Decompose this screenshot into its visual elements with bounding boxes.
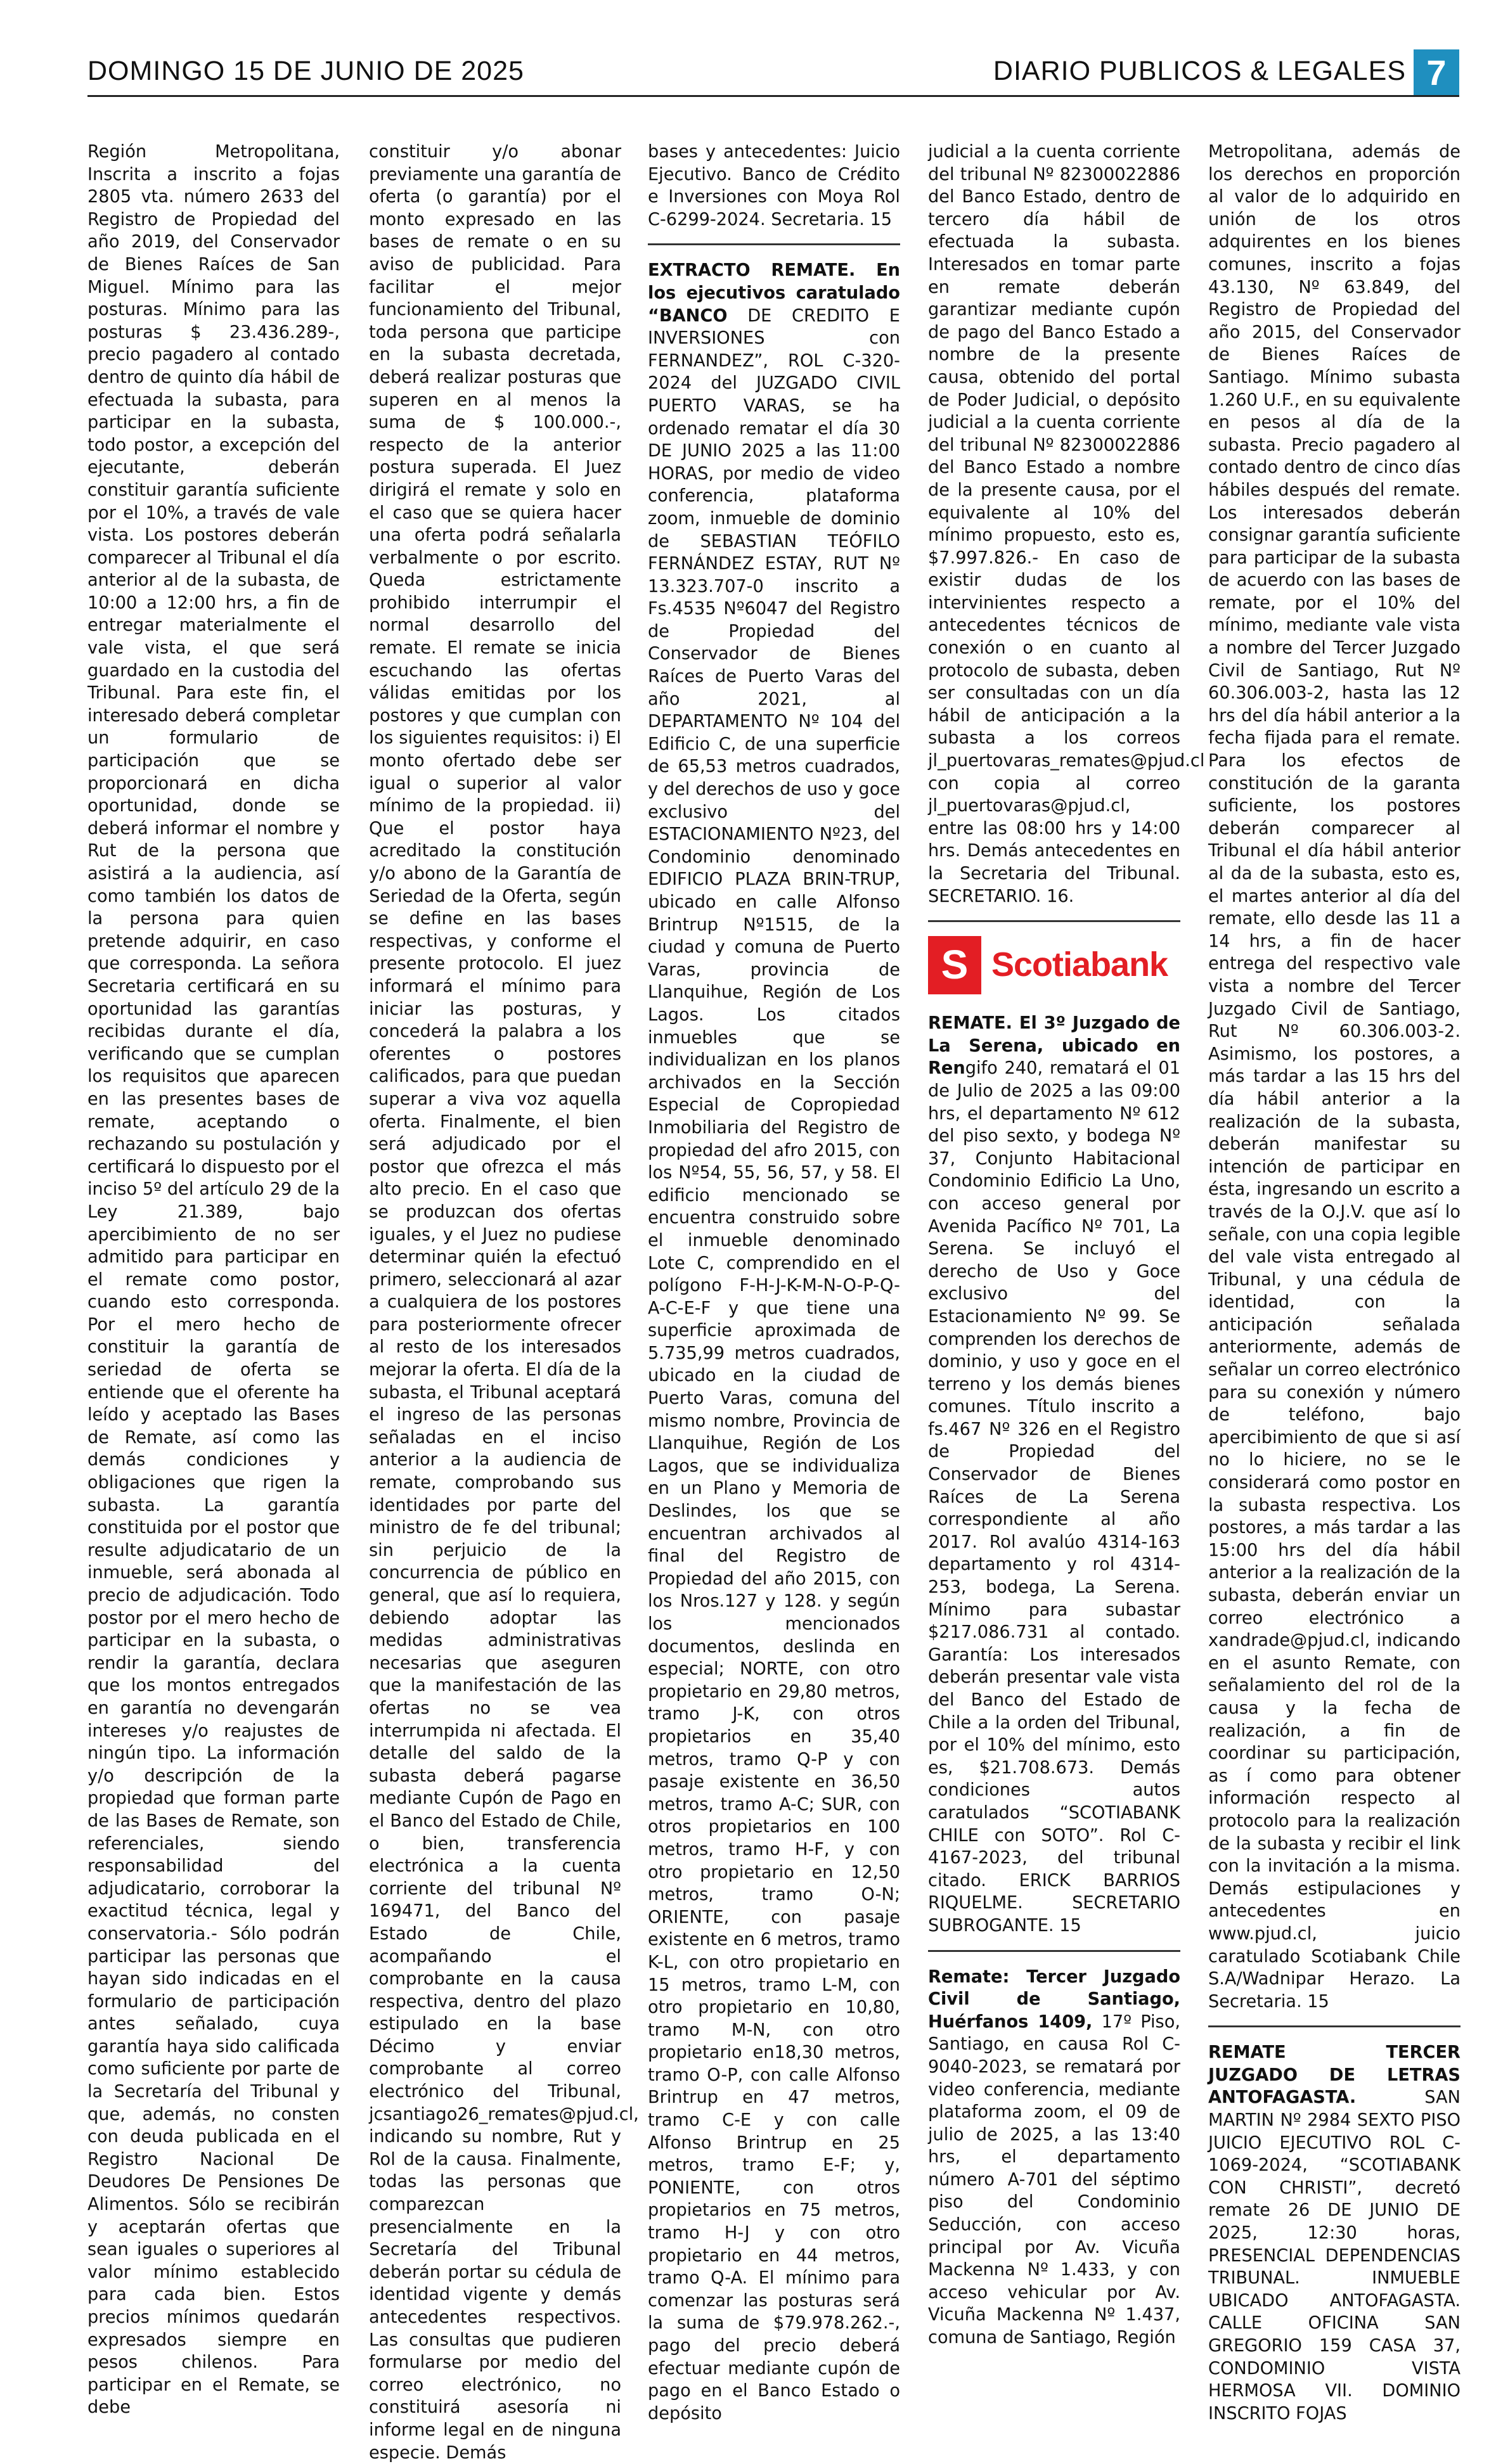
notice-divider [928, 920, 1180, 922]
column-2 [369, 141, 639, 2463]
page-header [87, 49, 1459, 96]
notice-continuation: constituir y/o abonar previamente una garantía de oferta (o garantía) por el monto expresado en las bases de remate o en su aviso de publicidad. Para facilitar el mejor funcionamiento del Tribunal, toda persona que participe en la subasta decretada, deberá realizar posturas que superen en al menos la suma de $ 100.000.-, respecto de la anterior postura superada. El Juez dirigirá el remate y solo en el caso que se quiera hacer una oferta podrá señalarla verbalmente o por escrito. Queda estrictamente prohibido interrumpir el normal desarrollo del remate. El remate se inicia escuchando las ofertas válidas emitidas por los postores y que cumplan con los siguientes requisitos: i) El monto ofertado debe ser igual o superior al valor mínimo de la propiedad. ii) Que el postor haya acreditado la constitución y/o abono de la Garantía de Seriedad de la Oferta, según se define en las bases respectivas, y conforme el presente protocolo. El juez informará el mínimo para iniciar las posturas, y concederá la palabra a los oferentes o postores calificados, para que puedan superar a viva voz aquella oferta. Finalmente, el bien será adjudicado por el postor que ofrezca el más alto precio. En el caso que se produzcan dos ofertas iguales, y el Juez no pudiese determinar quién la efectuó primero, seleccionará al azar a cualquiera de los postores para posteriormente ofrecer al resto de los interesados mejorar la oferta. El día de la subasta, el Tribunal aceptará el ingreso de las personas señaladas en el inciso anterior a la audiencia de remate, comprobando sus identidades por parte del ministro de fe del tribunal; sin perjuicio de la concurrencia de público en general, que así lo requiera, debiendo adoptar las medidas administrativas necesarias que aseguren que la manifestación de las ofertas no se vea interrumpida ni afectada. El detalle del saldo de la subasta deberá pagarse mediante Cupón de Pago en el Banco del Estado de Chile, o bien, transferencia electrónica a la cuenta corriente del tribunal Nº 169471, del Banco del Estado de Chile, acompañando el comprobante en la causa respectiva, dentro del plazo estipulado en la base Décimo y enviar comprobante al correo electrónico del Tribunal, jcsantiago26_remates@pjud.cl, indicando su nombre, Rut y Rol de la causa. Finalmente, todas las personas que comparezcan presencialmente en la Secretaría del Tribunal deberán portar su cédula de identidad vigente y demás antecedentes respectivos. Las consultas que pudieren formularse por medio del correo electrónico, no constituirá asesoría ni informe legal en de ninguna especie. Demás [369, 142, 639, 2463]
header-divider [87, 95, 1459, 97]
notice-continuation: Región Metropolitana, Inscrita a inscrito a fojas 2805 vta. número 2633 del Registro de Propiedad del año 2019, del Conservador de Bienes Raíces de San Miguel. Mínimo para las posturas. Mínimo para las posturas $ 23.436.289-, precio pagadero al contado dentro de quinto día hábil de efectuada la subasta, para participar en la subasta, todo postor, a excepción del ejecutante, deberán constituir garantía suficiente por el 10%, a través de vale vista. Los postores deberán comparecer al Tribunal el día anterior al de la subasta, de 10:00 a 12:00 hrs, a fin de entregar materialmente el vale vista, el que será guardado en la custodia del Tribunal. Para este fin, el interesado deberá completar un formulario de participación que se proporcionará en dicha oportunidad, donde se deberá informar el nombre y Rut de la persona que asistirá a la audiencia, así como también los datos de la persona para quien pretende adquirir, en caso que corresponda. La señora Secretaria certificará en su oportunidad las garantías recibidas durante el día, verificando que se cumplan los requisitos que aparecen en las presentes bases de remate, aceptando o rechazando su postulación y certificará lo dispuesto por el inciso 5º del artículo 29 de la Ley 21.389, bajo apercibimiento de no ser admitido para participar en el remate como postor, cuando esto corresponda. Por el mero hecho de constituir la garantía de seriedad de oferta se entiende que el oferente ha leído y aceptado las Bases de Remate, así como las demás condiciones y obligaciones que rigen la subasta. La garantía constituida por el postor que resulte adjudicatario de un inmueble, será abonada al precio de adjudicación. Todo postor por el mero hecho de participar en la subasta, o rendir la garantía, declara que los montos entregados en garantía no devengarán intereses y/o reajustes de ningún tipo. La información y/o descripción de la propiedad que forman parte de las Bases de Remate, son referenciales, siendo responsabilidad del adjudicatario, corroborar la exactitud técnica, legal y conservatoria.- Sólo podrán participar las personas que hayan sido indicadas en el formulario de participación antes señalado, cuya garantía haya sido calificada como suficiente por parte de la Secretaría del Tribunal y que, además, no consten con deuda publicada en el Registro Nacional De Deudores De Pensiones De Alimentos. Sólo se recibirán y aceptarán ofertas que sean iguales o superiores al valor mínimo establecido para cada bien. Estos precios mínimos quedarán expresados siempre en pesos chilenos. Para participar en el Remate, se debe [87, 142, 340, 2418]
notice-santiago [928, 1966, 1180, 2349]
scotiabank-s-icon: S [928, 936, 981, 994]
scotiabank-logo [928, 936, 1180, 994]
notice-body: gifo 240, rematará el 01 de Julio de 2025 a las 09:00 hrs, el departamento Nº 612 del piso sexto, y bodega Nº 37, Conjunto Habitacional Condominio Edificio La Uno, con acceso general por Avenida Pacífico Nº 701, La Serena. Se incluyó el derecho de Uso y Goce exclusivo del Estacionamiento Nº 99. Se comprenden los derechos de dominio, y uso y goce en el terreno y los demás bienes comunes. Título inscrito a fs.467 Nº 326 en el Registro de Propiedad del Conservador de Bienes Raíces de La Serena correspondiente al año 2017. Rol avalúo 4314-163 departamento y rol 4314-253, bodega, La Serena. Mínimo para subastar $217.086.731 al contado. Garantía: Los interesados deberán presentar vale vista del Banco del Estado de Chile a la orden del Tribunal, por el 10% del mínimo, esto es, $21.708.673. Demás condiciones autos caratulados “SCOTIABANK CHILE con SOTO”. Rol C-4167-2023, del tribunal citado. ERICK BARRIOS RIQUELME. SECRETARIO SUBROGANTE. 15 [928, 1058, 1180, 1935]
notice-heading: EXTRACTO REMATE. En los ejecutivos caratulado “BANCO [648, 260, 900, 326]
column-4 [928, 141, 1205, 2348]
notice-body: 17º Piso, Santiago, en causa Rol C-9040-2023, se rematará por video conferencia, mediante plataforma zoom, el 09 de julio de 2025, a las 13:40 hrs, el departamento número A-701 del séptimo piso del Condominio Seducción, con acceso principal por Av. Vicuña Mackenna Nº 1.433, y con acceso vehicular por Av. Vicuña Mackenna Nº 1.437, comuna de Santiago, Región [928, 2012, 1180, 2348]
notice-divider [928, 1950, 1180, 1952]
notice-puerto-varas [648, 259, 900, 2425]
notice-continuation: judicial a la cuenta corriente del tribunal Nº 82300022886 del Banco Estado, dentro de tercero día hábil de efectuada la subasta. Interesados en tomar parte en remate deberán garantizar mediante cupón de pago del Banco Estado a nombre de la presente causa, obtenido del portal de Poder Judicial, o depósito judicial a la cuenta corriente del tribunal Nº 82300022886 del Banco Estado a nombre de la presente causa, por el equivalente al 10% del mínimo propuesto, esto es, $7.997.826.- En caso de existir dudas de los intervinientes respecto a antecedentes técnicos de conexión o en cuanto al protocolo de subasta, deben ser consultadas con un día hábil de anticipación a la subasta a los correos jl_puertovaras_remates@pjud.cl con copia al correo jl_puertovaras@pjud.cl, entre las 08:00 hrs y 14:00 hrs. Demás antecedentes en la Secretaria del Tribunal. SECRETARIO. 16. [928, 142, 1205, 906]
notice-continuation: Metropolitana, además de los derechos en proporción al valor de lo adquirido en unión de los otros adquirentes en los bienes comunes, inscrito a fojas 43.130, Nº 63.849, del Registro de Propiedad del año 2015, del Conservador de Bienes Raíces de Santiago. Mínimo subasta 1.260 U.F., en su equivalente en pesos al día de la subasta. Precio pagadero al contado dentro de cinco días hábiles después del remate. Los interesados deberán consignar garantía suficiente para participar de la subasta de acuerdo con las bases de remate, por el 10% del mínimo, mediante vale vista a nombre del Tercer Juzgado Civil de Santiago, Rut Nº 60.306.003-2, hasta las 12 hrs del día hábil anterior a la fecha fijada para el remate. Para los efectos de constitución de la garanta suficiente, los postores deberán comparecer al Tribunal el día hábil anterior al da de la subasta, esto es, el martes anterior al día del remate, ello desde las 11 a 14 hrs, a fin de hacer entrega del respectivo vale vista a nombre del Tercer Juzgado Civil de Santiago, Rut Nº 60.306.003-2. Asimismo, los postores, a más tardar a las 15 hrs del día hábil anterior a la realización de la subasta, deberán manifestar su intención de participar en ésta, ingresando un escrito a través de la O.J.V. que así lo señale, con una copia legible del vale vista entregado al Tribunal, y una cédula de identidad, con la anticipación señalada anteriormente, además de señalar un correo electrónico para su conexión y número de teléfono, bajo apercibimiento de que si así no lo hiciere, no se le considerará como postor en la subasta respectiva. Los postores, a más tardar a las 15:00 hrs del día hábil anterior a la realización de la subasta, deberán enviar un correo electrónico a xandrade@pjud.cl, indicando en el asunto Remate, con señalamiento del rol de la causa y la fecha de realización, a fin de coordinar su participación, as í como para obtener información respecto al protocolo para la realización de la subasta y recibir el link con la invitación a la misma. Demás estipulaciones y antecedentes en www.pjud.cl, juicio caratulado Scotiabank Chile S.A/Wadnipar Herazo. La Secretaria. 15 [1208, 142, 1461, 2012]
notice-antofagasta [1208, 2041, 1461, 2425]
notice-body: DE CREDITO E INVERSIONES con FERNANDEZ”, ROL C-320-2024 del JUZGADO CIVIL PUERTO VARAS, se ha ordenado rematar el día 30 DE JUNIO 2025 a las 11:00 HORAS, por medio de video conferencia, plataforma zoom, inmueble de dominio de SEBASTIAN TEÓFILO FERNÁNDEZ ESTAY, RUT Nº 13.323.707-0 inscrito a Fs.4535 Nº6047 del Registro de Propiedad del Conservador de Bienes Raíces de Puerto Varas del año 2021, al DEPARTAMENTO Nº 104 del Edificio C, de una superficie de 65,53 metros cuadrados, y del derechos de uso y goce exclusivo del ESTACIONAMIENTO Nº23, del Condominio denominado EDIFICIO PLAZA BRIN-TRUP, ubicado en calle Alfonso Brintrup Nº1515, de la ciudad y comuna de Puerto Varas, provincia de Llanquihue, Región de Los Lagos. Los citados inmuebles que se individualizan en los planos archivados en la Sección Especial de Copropiedad Inmobiliaria del Registro de propiedad del afro 2015, con los Nº54, 55, 56, 57, y 58. El edificio mencionado se encuentra construido sobre el inmueble denominado Lote C, comprendido en el polígono F-H-J-K-M-N-O-P-Q-A-C-E-F y que tiene una superficie aproximada de 5.735,99 metros cuadrados, ubicado en la ciudad de Puerto Varas, comuna del mismo nombre, Provincia de Llanquihue, Región de Los Lagos, que se individualiza en un Plano y Memoria de Deslindes, los que se encuentran archivados al final del Registro de Propiedad del año 2015, con los Nros.127 y 128. y según los mencionados documentos, deslinda en especial; NORTE, con otro propietario en 29,80 metros, tramo J-K, con otros propietarios en 35,40 metros, tramo Q-P y con pasaje existente en 36,50 metros, tramo A-C; SUR, con otros propietarios en 100 metros, tramo H-F, y con otro propietario en 12,50 metros, tramo O-N; ORIENTE, con pasaje existente en 6 metros, tramo K-L, con otro propietario en 15 metros, tramo L-M, con otro propietario en 10,80, tramo M-N, con otro propietario en18,30 metros, tramo O-P, con calle Alfonso Brintrup en 47 metros, tramo C-E y con calle Alfonso Brintrup en 25 metros, tramo E-F; y, PONIENTE, con otros propietarios en 75 metros, tramo H-J y con otro propietario en 44 metros, tramo Q-A. El mínimo para comenzar las posturas será la suma de $79.978.262.-, pago del precio deberá efectuar mediante cupón de pago en el Banco Estado o depósito [648, 305, 900, 2423]
notice-heading: Remate: Tercer Juzgado Civil de Santiago, Huérfanos 1409, [928, 1967, 1180, 2032]
notice-divider [648, 243, 900, 245]
issue-date: DOMINGO 15 DE JUNIO DE 2025 [87, 56, 524, 86]
notice-divider [1208, 2025, 1461, 2027]
notice-body: SAN MARTIN Nº 2984 SEXTO PISO JUICIO EJECUTIVO ROL C-1069-2024, “SCOTIABANK CON CHRISTI”, decretó remate 26 DE JUNIO DE 2025, 12:30 horas, PRESENCIAL DEPENDENCIAS TRIBUNAL. INMUEBLE UBICADO ANTOFAGASTA. CALLE OFICINA SAN GREGORIO 159 CASA 37, CONDOMINIO VISTA HERMOSA VII. DOMINIO INSCRITO FOJAS [1208, 2088, 1461, 2423]
notice-continuation: bases y antecedentes: Juicio Ejecutivo. Banco de Crédito e Inversiones con Moya Rol C-6299-2024. Secretaria. 15 [648, 142, 900, 229]
publication-name: DIARIO PUBLICOS & LEGALES [993, 56, 1406, 86]
page-number-badge: 7 [1414, 49, 1459, 95]
column-1 [87, 141, 340, 2418]
scotiabank-wordmark: Scotiabank [991, 946, 1168, 984]
notice-la-serena [928, 1012, 1180, 1937]
column-3 [648, 141, 900, 2423]
notice-heading: REMATE TERCER JUZGADO DE LETRAS ANTOFAGASTA. [1208, 2043, 1461, 2108]
notice-heading: REMATE. El 3º Juzgado de La Serena, ubicado en Ren [928, 1013, 1180, 1079]
column-5 [1208, 141, 1461, 2423]
